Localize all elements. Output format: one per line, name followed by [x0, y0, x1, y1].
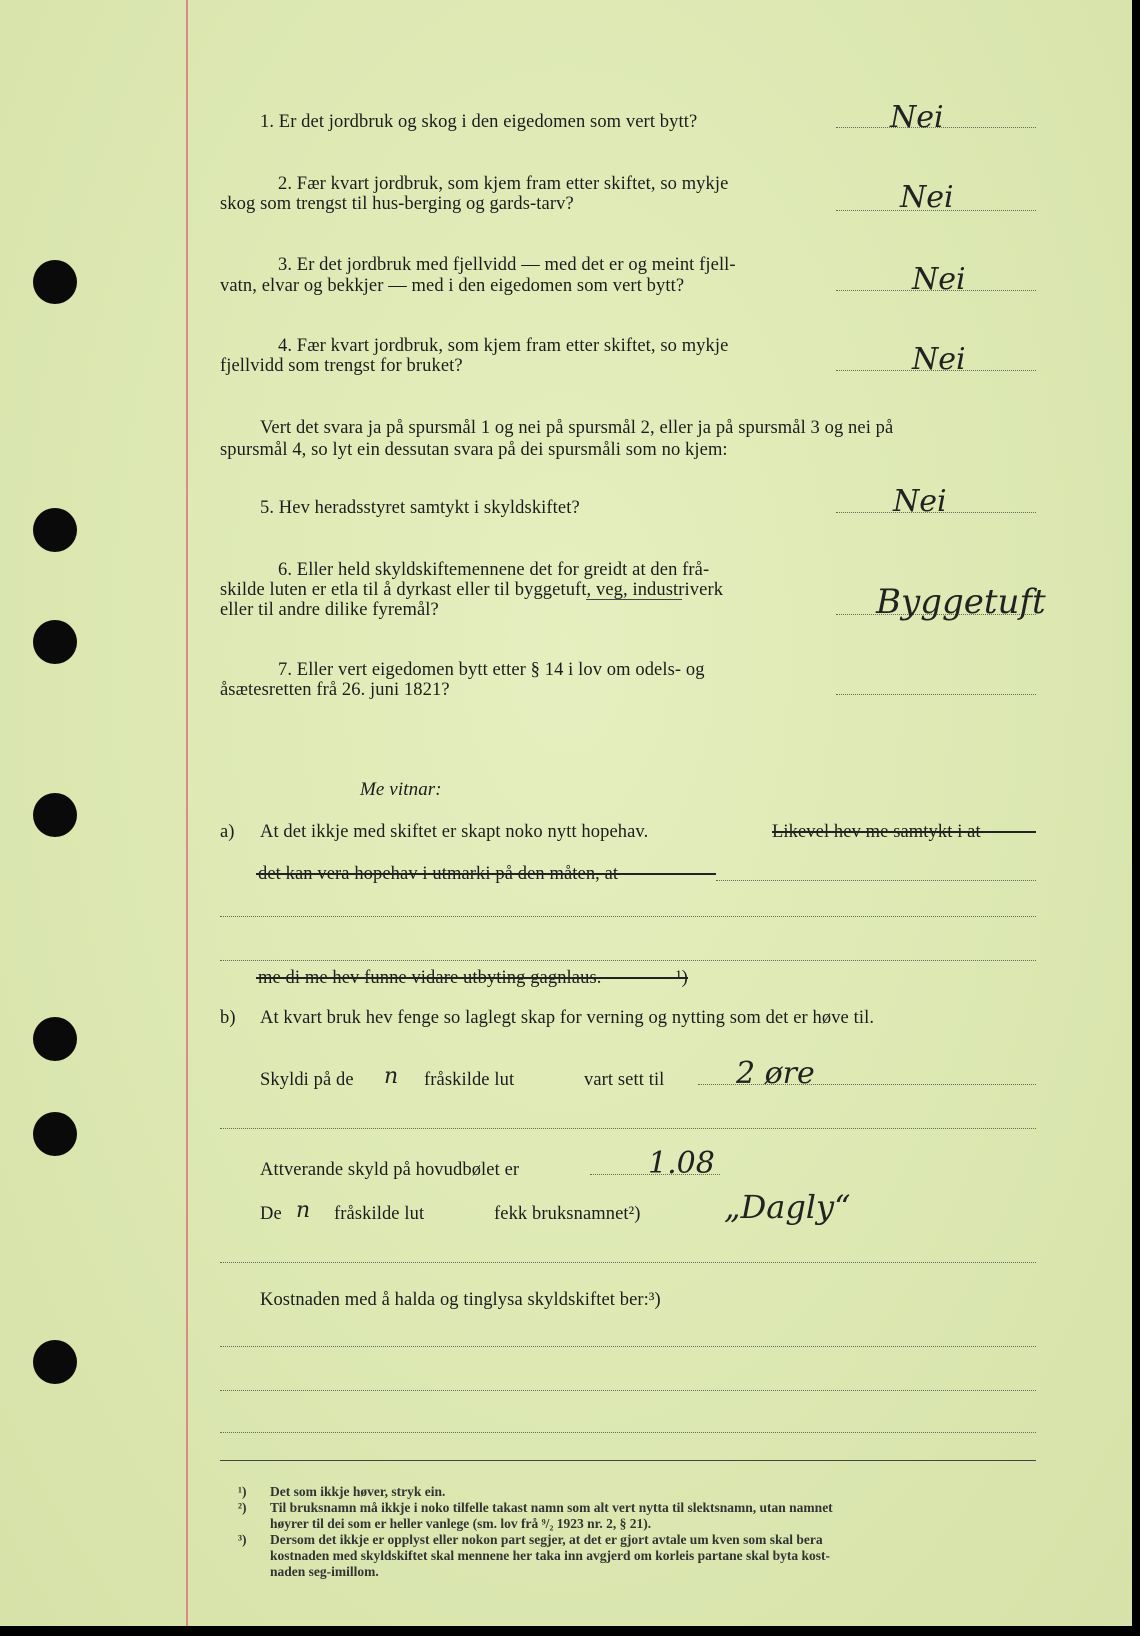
footnote-3-mark: ³)	[238, 1532, 247, 1547]
question-3-line1: 3. Er det jordbruk med fjellvidd — med det er og meint fjell-	[278, 255, 736, 275]
underline-byggetuft	[586, 599, 682, 600]
bruksnamn-label: fekk bruksnamnet²)	[494, 1204, 641, 1224]
witness-a-struck-3-ref: ¹)	[676, 968, 688, 988]
question-7-line2: åsætesretten frå 26. juni 1821?	[220, 680, 450, 700]
footnote-1-mark: ¹)	[238, 1484, 247, 1499]
answer-3: Nei	[912, 262, 966, 297]
witness-b-label: b)	[220, 1008, 236, 1028]
footnote-divider	[220, 1460, 1036, 1461]
answer-4: Nei	[912, 342, 966, 377]
kostnad-label: Kostnaden med å halda og tinglysa skyldskiftet ber:³)	[260, 1290, 661, 1310]
skyld-label-2: fråskilde lut	[424, 1070, 515, 1090]
instruction-line1: Vert det svara ja på spursmål 1 og nei på spursmål 2, eller ja på spursmål 3 og nei på	[260, 418, 894, 438]
fill-line	[220, 916, 1036, 917]
skyld-label: Skyldi på de	[260, 1070, 354, 1090]
footnote-1: Det som ikkje høver, stryk ein.	[270, 1484, 446, 1499]
skyld-label-3: vart sett til	[584, 1070, 665, 1090]
question-7-line1: 7. Eller vert eigedomen bytt etter § 14 i lov om odels- og	[278, 660, 705, 680]
question-1: 1. Er det jordbruk og skog i den eigedomen som vert bytt?	[260, 112, 698, 132]
footnote-2-mark: ²)	[238, 1500, 247, 1515]
fill-line	[220, 1262, 1036, 1263]
question-4-line2: fjellvidd som trengst for bruket?	[220, 356, 463, 376]
punch-hole	[33, 1017, 77, 1061]
fill-line	[220, 1346, 1036, 1347]
bruksnamn-value: „Dagly“	[724, 1188, 851, 1226]
witness-b-text: At kvart bruk hev fenge so laglegt skap for verning og nytting som det er høve til.	[260, 1008, 875, 1028]
de-hw-n: n	[296, 1198, 311, 1223]
witness-a-text: At det ikkje med skiftet er skapt noko nytt hopehav.	[260, 822, 649, 842]
fill-line	[220, 1432, 1036, 1433]
footnote-2-line1: Til bruksnamn må ikkje i noko tilfelle takast namn som alt vert nytta til slektsnamn, utan namnet	[270, 1500, 833, 1515]
question-6-line2: skilde luten er etla til å dyrkast eller til byggetuft, veg, industriverk	[220, 580, 724, 600]
punch-hole	[33, 260, 77, 304]
strikethrough	[256, 977, 688, 979]
de-label-2: fråskilde lut	[334, 1204, 425, 1224]
punch-hole	[33, 1112, 77, 1156]
answer-1: Nei	[890, 100, 944, 135]
witness-a-struck-3: me di me hev funne vidare utbyting gagnlaus.	[258, 968, 602, 988]
question-2-line2: skog som trengst til hus-berging og gards-tarv?	[220, 194, 574, 214]
footnote-3-line2: kostnaden med skyldskiftet skal mennene her taka inn avgjerd om korleis partane skal byta kost-	[270, 1548, 831, 1563]
punch-hole	[33, 793, 77, 837]
question-6-line1: 6. Eller held skyldskiftemennene det for greidt at den frå-	[278, 560, 710, 580]
answer-line-7	[836, 694, 1036, 695]
answer-6: Byggetuft	[876, 582, 1046, 622]
fill-line	[220, 1128, 1036, 1129]
strikethrough	[256, 873, 716, 875]
question-3-line2: vatn, elvar og bekkjer — med i den eigedomen som vert bytt?	[220, 276, 685, 296]
punch-hole	[33, 508, 77, 552]
fill-line	[220, 1390, 1036, 1391]
question-5: 5. Hev heradsstyret samtykt i skyldskiftet?	[260, 498, 580, 518]
witness-a-label: a)	[220, 822, 235, 842]
footnote-3-line3: naden seg-imillom.	[270, 1564, 379, 1579]
instruction-line2: spursmål 4, so lyt ein dessutan svara på dei spursmåli som no kjem:	[220, 440, 728, 460]
question-4-line1: 4. Fær kvart jordbruk, som kjem fram etter skiftet, so mykje	[278, 336, 729, 356]
fill-line	[220, 960, 1036, 961]
punch-hole	[33, 1340, 77, 1384]
witness-heading: Me vitnar:	[360, 779, 442, 800]
answer-5: Nei	[893, 484, 947, 519]
skyld-hw-n: n	[384, 1064, 399, 1089]
fill-line	[716, 880, 1036, 881]
skyld-value: 2 øre	[736, 1056, 815, 1091]
footnote-2-line2: høyrer til dei som er heller vanlege (sm. lov frå ⁹/₂ 1923 nr. 2, § 21).	[270, 1516, 652, 1531]
witness-a-struck-2: det kan vera hopehav i utmarki på den måten, at	[258, 864, 619, 884]
strikethrough	[772, 831, 1036, 833]
witness-a-struck-1: Likevel hev me samtykt i at	[772, 822, 981, 842]
de-label: De	[260, 1204, 282, 1224]
question-6-line3: eller til andre dilike fyremål?	[220, 600, 439, 620]
attverande-value: 1.08	[648, 1146, 715, 1181]
question-2-line1: 2. Fær kvart jordbruk, som kjem fram etter skiftet, so mykje	[278, 174, 729, 194]
punch-hole	[33, 620, 77, 664]
attverande-label: Attverande skyld på hovudbølet er	[260, 1160, 520, 1180]
answer-2: Nei	[900, 180, 954, 215]
footnote-3-line1: Dersom det ikkje er opplyst eller nokon part segjer, at det er gjort avtale um kven som skal bera	[270, 1532, 823, 1547]
margin-line	[186, 0, 188, 1626]
